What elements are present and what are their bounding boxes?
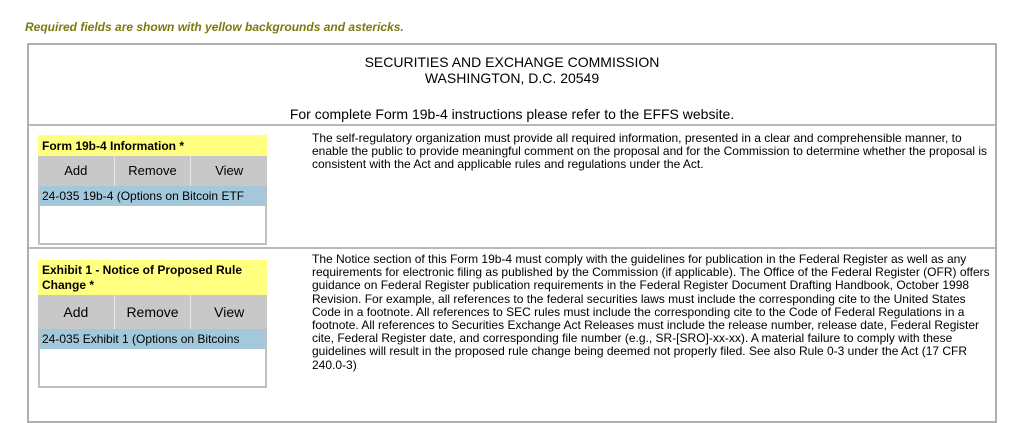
file-list-item[interactable]: 24-035 Exhibit 1 (Options on Bitcoins	[40, 329, 265, 349]
instructions-text: For complete Form 19b-4 instructions please refer to the EFFS website.	[289, 106, 735, 122]
remove-button[interactable]: Remove	[114, 156, 191, 186]
exhibit-1-title: Exhibit 1 - Notice of Proposed Rule Change *	[38, 260, 267, 295]
form-19b4-title: Form 19b-4 Information *	[38, 135, 267, 156]
form-19b4-description: The self-regulatory organization must provide all required information, presented in a clear and comprehensible manner, to enable the public to provide meaningful comment on the proposal and for the Commission to determine whether the proposal is consistent with the Act and applicable rules and regulations under the Act.	[312, 131, 988, 172]
form-19b4-panel	[38, 135, 267, 245]
form-19b4-section	[29, 126, 995, 247]
required-fields-notice: Required fields are shown with yellow backgrounds and astericks.	[25, 20, 404, 34]
agency-address: WASHINGTON, D.C. 20549	[424, 70, 600, 86]
exhibit-1-description: The Notice section of this Form 19b-4 must comply with the guidelines for publication in the Federal Register as well as any requirements for electronic filing as published by the Commission (if applicable). The Office of the Federal Register (OFR) offers guidance on Federal Register publication requirements in the Federal Register Document Drafting Handbook, October 1998 Revision. For example, all references to the federal securities laws must include the corresponding cite to the United States Code in a footnote. All references to SEC rules must include the corresponding cite to the Code of Federal Regulations in a footnote. All references to Securities Exchange Act Releases must include the release number, release date, Federal Register cite, Federal Register date, and corresponding file number (e.g., SR-[SRO]-xx-xx). A material failure to comply with these guidelines will result in the proposed rule change being deemed not properly filed. See also Rule 0-3 under the Act (17 CFR 240.0-3)	[312, 252, 990, 372]
exhibit-1-buttons	[38, 295, 267, 329]
add-button[interactable]: Add	[64, 163, 88, 178]
view-button[interactable]: View	[190, 295, 267, 329]
file-list-item[interactable]: 24-035 19b-4 (Options on Bitcoin ETF	[40, 186, 265, 206]
form-19b4-file-list[interactable]	[38, 186, 267, 245]
form-container	[27, 43, 997, 423]
add-button[interactable]: Add	[63, 304, 89, 320]
agency-name: SECURITIES AND EXCHANGE COMMISSION	[364, 54, 660, 70]
view-button[interactable]: View	[190, 156, 267, 186]
exhibit-1-panel	[38, 260, 267, 388]
form-header	[29, 45, 995, 124]
exhibit-1-section	[29, 249, 995, 419]
remove-button[interactable]: Remove	[114, 295, 191, 329]
form-19b4-buttons	[38, 156, 267, 186]
exhibit-1-file-list[interactable]	[38, 329, 267, 388]
